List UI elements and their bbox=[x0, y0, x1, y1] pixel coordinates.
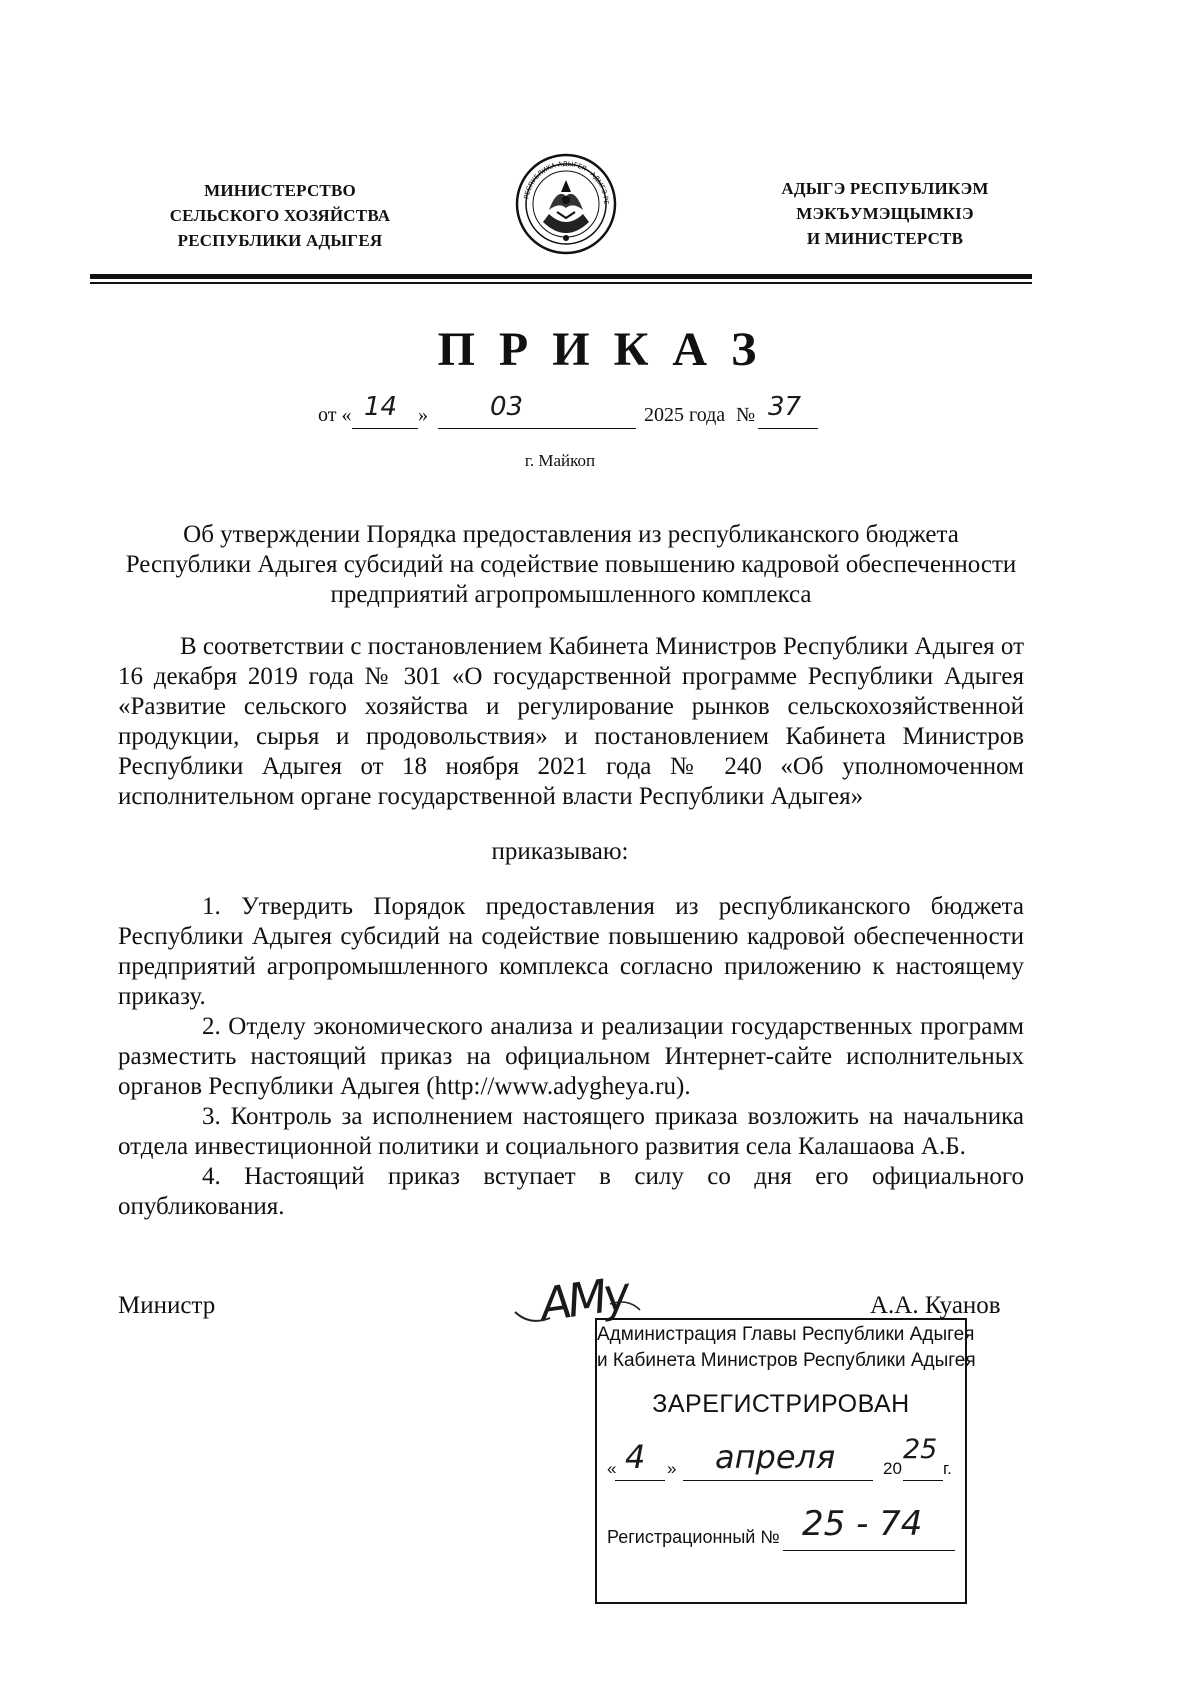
date-line bbox=[318, 392, 838, 432]
ministry-name-ru bbox=[130, 178, 430, 253]
stamp-reg-label: Регистрационный № bbox=[607, 1527, 780, 1547]
city: г. Майкоп bbox=[524, 451, 596, 470]
stamp-day-underline bbox=[615, 1480, 665, 1481]
date-month: 03 bbox=[490, 392, 524, 422]
ministry-name-ady bbox=[735, 176, 1035, 251]
stamp-year-prefix: 20 bbox=[883, 1459, 902, 1478]
header-rule-thin bbox=[90, 282, 1032, 284]
list-item: 2. Отделу экономического анализа и реализации государственных программ разместить настоящий приказ на официальном Интернет-сайте исполнительных органов Республики Адыгея (http://www.adygheya.ru). bbox=[118, 1013, 1024, 1100]
stamp-day: 4 bbox=[625, 1438, 646, 1476]
date-mid: » bbox=[418, 404, 428, 426]
order-items bbox=[118, 892, 1024, 1222]
number-label: № bbox=[736, 404, 756, 426]
stamp-open-quote: « bbox=[607, 1459, 617, 1478]
number-underline bbox=[758, 428, 818, 429]
header-right-line: АДЫГЭ РЕСПУБЛИКЭМ bbox=[781, 179, 989, 198]
doc-number: 37 bbox=[768, 392, 802, 422]
stamp-close-quote: » bbox=[667, 1459, 677, 1478]
order-word: приказываю: bbox=[491, 838, 629, 865]
stamp-year-underline bbox=[903, 1480, 943, 1481]
header-left-line: РЕСПУБЛИКИ АДЫГЕЯ bbox=[177, 231, 383, 250]
date-prefix: от « bbox=[318, 404, 352, 426]
header-left-line: СЕЛЬСКОГО ХОЗЯЙСТВА bbox=[169, 206, 391, 225]
stamp-org-line2: и Кабинета Министров Республики Адыгея bbox=[597, 1350, 976, 1371]
emblem-text: РЕСПУБЛИКА АДЫГЕЯ · АДЫГЭ РЕ bbox=[522, 159, 611, 205]
list-item: 4. Настоящий приказ вступает в силу со дня его официального опубликования. bbox=[118, 1163, 1024, 1220]
stamp-month-underline bbox=[683, 1480, 873, 1481]
signer-position: Министр bbox=[118, 1292, 216, 1319]
stamp-year-unit: г. bbox=[943, 1459, 952, 1478]
signer-name: А.А. Куанов bbox=[870, 1292, 1001, 1319]
subject: Об утверждении Порядка предоставления из республиканского бюджета Республики Адыгея субсидий на содействие повышению кадровой обеспеченности предприятий агропромышленного комплекса bbox=[125, 521, 1017, 608]
handwritten-signature: АМу bbox=[536, 1266, 630, 1332]
registration-stamp bbox=[595, 1318, 976, 1604]
header-right-line: МЭКЪУМЭЩЫМКIЭ bbox=[796, 204, 974, 223]
stamp-reg-number: 25 - 74 bbox=[802, 1504, 923, 1544]
date-year: 2025 года bbox=[644, 404, 726, 426]
header-rule-thick bbox=[90, 274, 1032, 279]
stamp-org-line1: Администрация Главы Республики Адыгея bbox=[597, 1324, 975, 1345]
coat-of-arms-icon bbox=[513, 152, 619, 256]
stamp-month: апреля bbox=[715, 1438, 836, 1476]
day-underline bbox=[352, 428, 418, 429]
header-left-line: МИНИСТЕРСТВО bbox=[204, 181, 356, 200]
list-item: 1. Утвердить Порядок предоставления из республиканского бюджета Республики Адыгея субсидий на содействие повышению кадровой обеспеченности предприятий агропромышленного комплекса согласно приложению к настоящему приказу. bbox=[118, 893, 1024, 1010]
month-underline bbox=[438, 428, 636, 429]
preamble: В соответствии с постановлением Кабинета Министров Республики Адыгея от 16 декабря 2019 года № 301 «О государственной программе Республики Адыгея «Развитие сельского хозяйства и регулирование рынков сельскохозяйственной продукции, сырья и продовольствия» и постановлением Кабинета Министров Республики Адыгея от 18 ноября 2021 года № 240 «Об уполномоченном исполнительном органе государственной власти Республики Адыгея» bbox=[118, 633, 1024, 810]
doc-title: П Р И К А З bbox=[437, 323, 763, 376]
list-item: 3. Контроль за исполнением настоящего приказа возложить на начальника отдела инвестиционной политики и социального развития села Калашаова А.Б. bbox=[118, 1103, 1024, 1160]
header-right-line: И МИНИСТЕРСТВ bbox=[806, 229, 964, 248]
stamp-reg-underline bbox=[783, 1550, 955, 1551]
date-day: 14 bbox=[364, 392, 398, 422]
stamp-status: ЗАРЕГИСТРИРОВАН bbox=[652, 1390, 910, 1418]
stamp-year-suffix: 25 bbox=[903, 1434, 938, 1465]
